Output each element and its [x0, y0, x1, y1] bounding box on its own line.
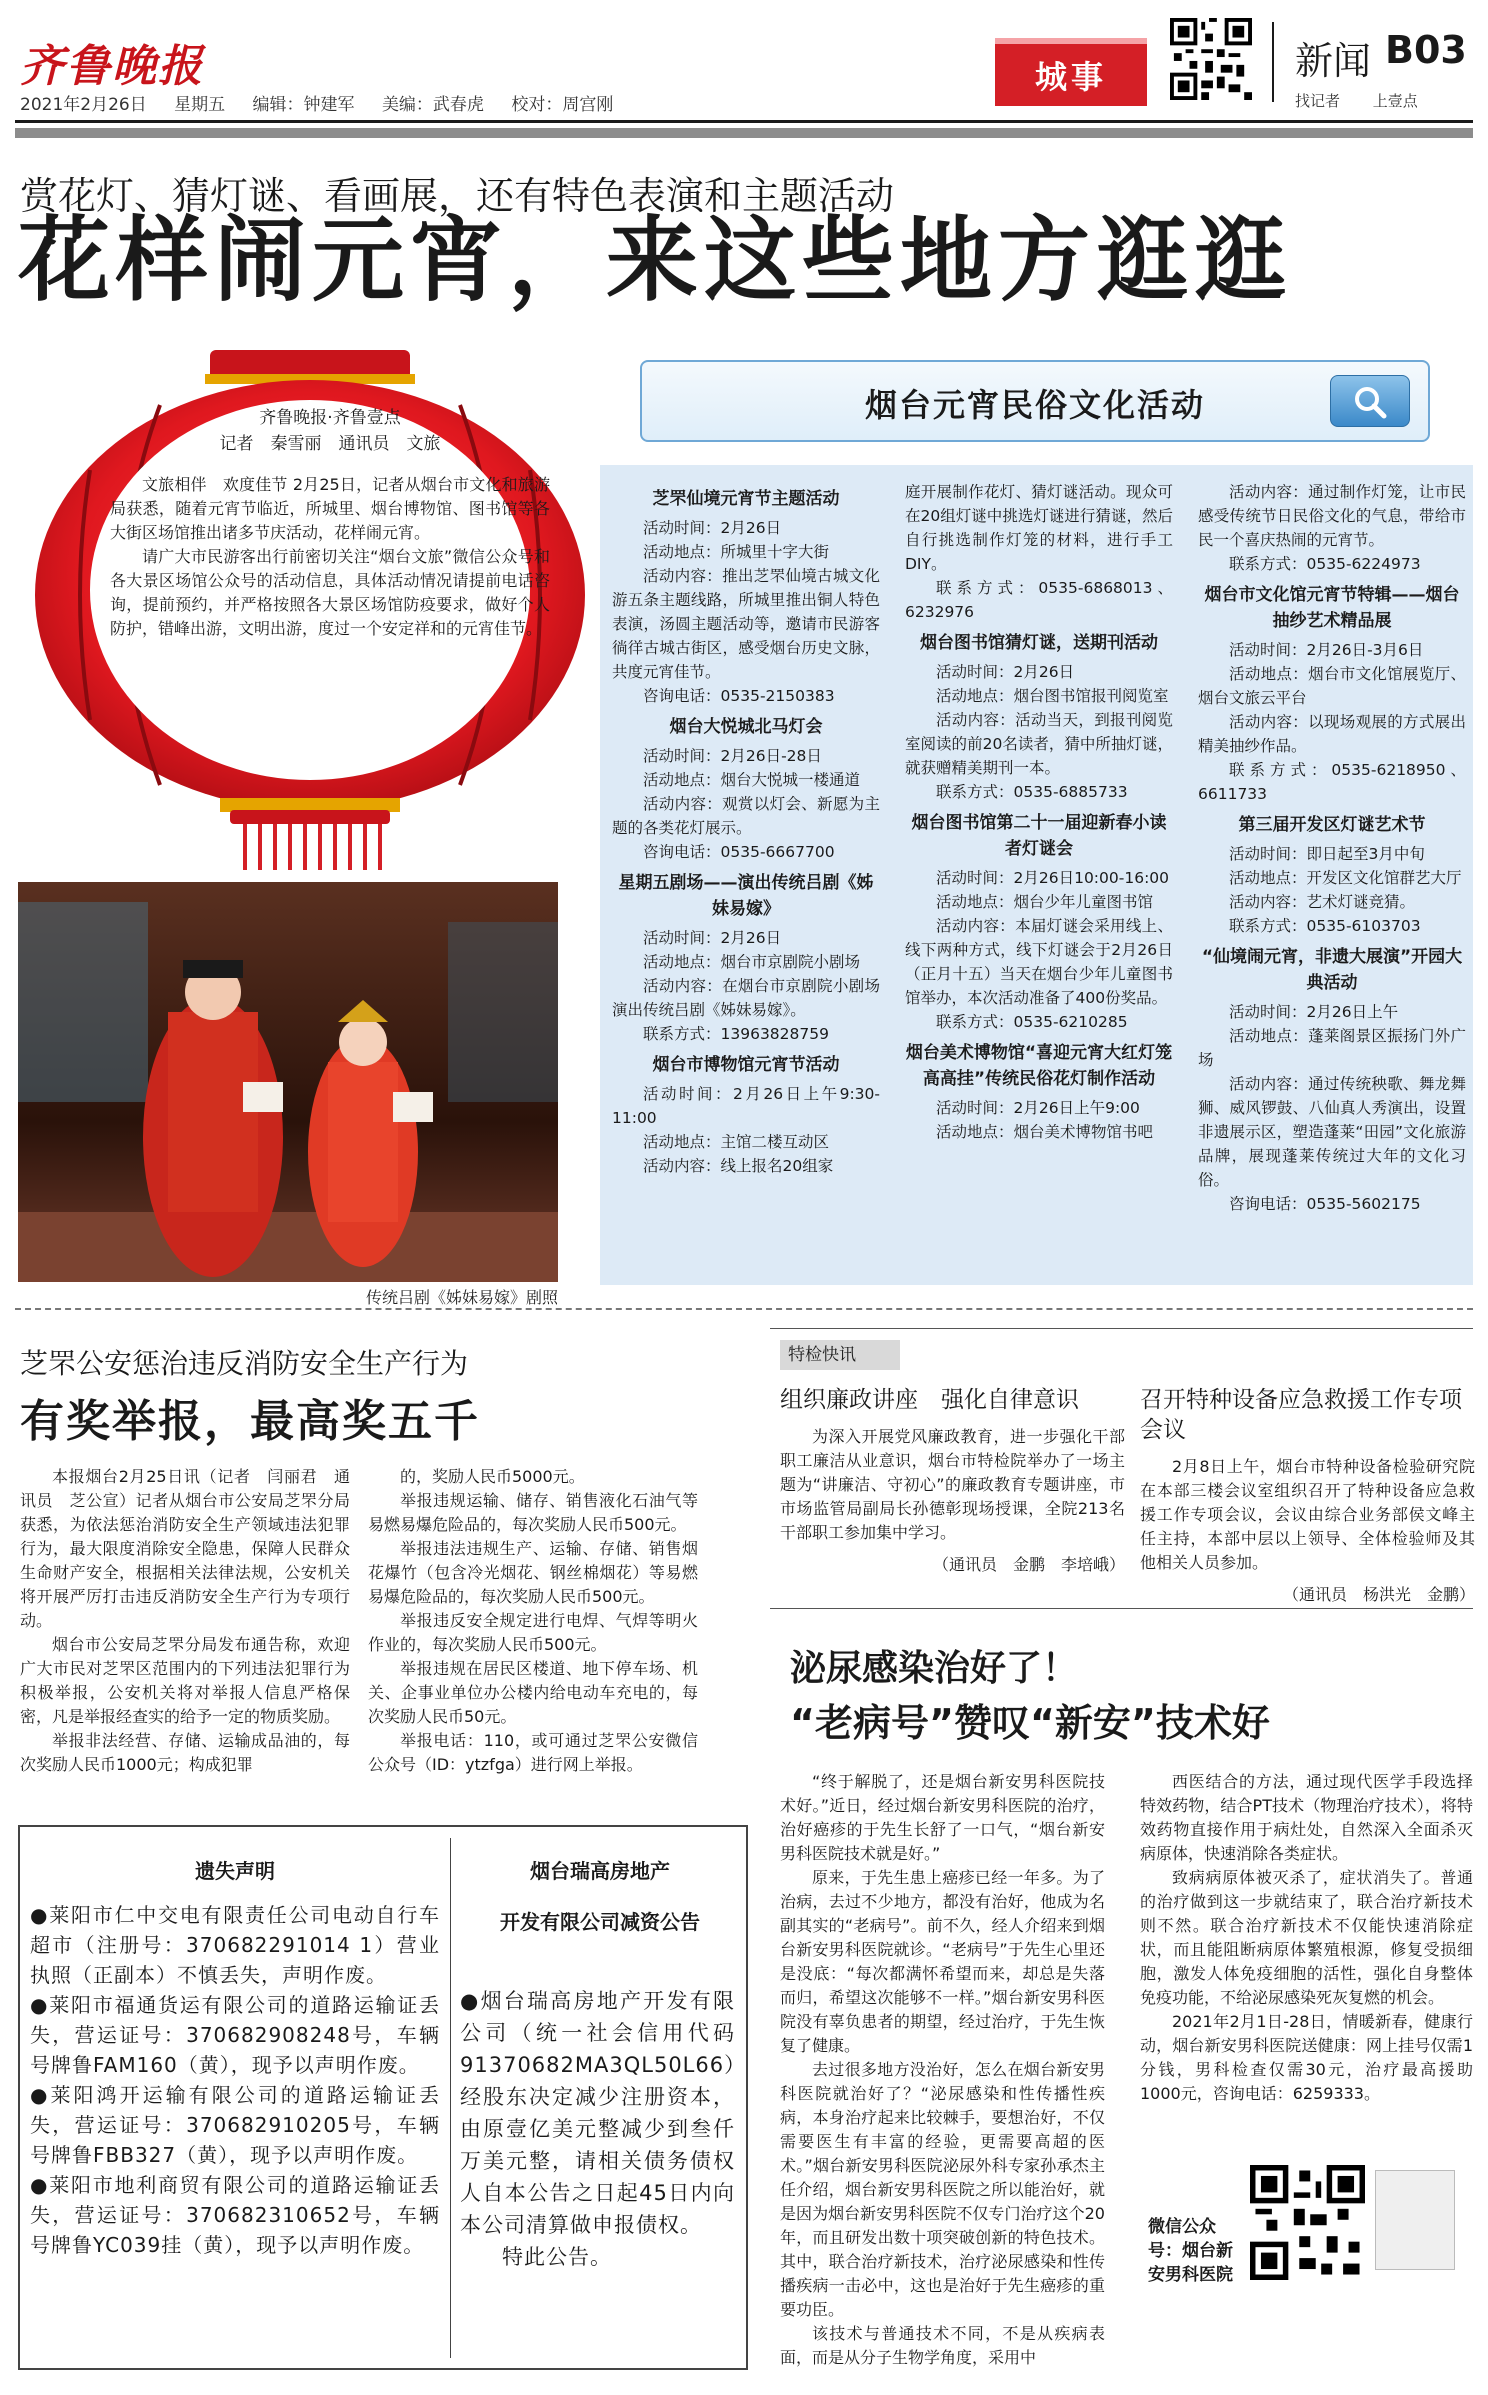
- page-number: B03: [1385, 28, 1467, 72]
- lost-notice-title: 遗失声明: [195, 1859, 275, 1883]
- item-text: 举报电话：110，或可通过芝罘公安微信公众号（ID：ytzfga）进行网上举报。: [368, 1731, 698, 1774]
- uro-paragraph: 该技术与普通技术不同，不是从疾病表面，而是从分子生物学角度，采用中: [780, 2324, 1105, 2367]
- brief-1-text: 为深入开展党风廉政教育，进一步强化干部职工廉洁从业意识，烟台市特检院举办了一场主题为“讲廉洁、守初心”的廉政教育专题讲座，市市场监管局副局长孙德彰现场授课，全院213名干部职工参加集中学习。: [780, 1427, 1125, 1542]
- activities-title: 烟台元宵民俗文化活动: [864, 386, 1205, 424]
- hospital-logo: [1375, 2170, 1455, 2270]
- item-text: 活动时间：2月26日: [643, 519, 782, 537]
- item-text: 致病病原体被灭杀了，症状消失了。普通的治疗做到这一步就结束了，联合治疗新技术则不然。联合治疗新技术不仅能快速消除症状，而且能阻断病原体繁殖根源，修复受损细胞，激发人体免疫细胞的活性，强化自身整体免疫功能，不给泌尿感染死灰复燃的机会。: [1140, 1868, 1473, 2007]
- item-text: 活动内容：活动当天，到报刊阅览室阅读的前20名读者，猜中所抽灯谜，就获赠精美期刊一本。: [905, 711, 1173, 777]
- item-text: 活动地点：蓬莱阁景区振扬门外广场: [1198, 1027, 1466, 1069]
- item-text: 活动时间：2月26日: [936, 663, 1075, 681]
- capital-notice-text: ●烟台瑞高房地产开发有限公司（统一社会信用代码91370682MA3QL50L66）经股东决定减少注册资本，由原壹亿美元整减少到叁仟万美元整，请相关债务债权人自本公告之日起45日内向本公司清算做申报债权。: [460, 1989, 747, 2237]
- item-text: 活动时间：2月26日-3月6日: [1229, 641, 1424, 659]
- item-heading: 烟台市文化馆元宵节特辑——烟台抽纱艺术精品展: [1204, 585, 1460, 631]
- uro-paragraph: “终于解脱了，还是烟台新安男科医院技术好。”近日，经过烟台新安男科医院的治疗，治好癌疹的于先生长舒了一口气，“烟台新安男科医院技术就是好。”: [780, 1772, 1105, 1863]
- lost-item: ●莱阳市仁中交电有限责任公司电动自行车超市（注册号：370682291014 1）营业执照（正副本）不慎丢失，声明作废。: [30, 1903, 440, 1987]
- item-text: 联系方式：0535-6218950、6611733: [1198, 761, 1466, 803]
- lead-body: [110, 405, 550, 641]
- item-heading: 烟台市博物馆元宵节活动: [652, 1055, 840, 1075]
- item-text: 活动内容：通过制作灯笼，让市民感受传统节日民俗文化的气息，带给市民一个喜庆热闹的元宵节。: [1198, 483, 1466, 549]
- item-text: 活动时间：2月26日-28日: [643, 747, 822, 765]
- capital-notice-body: [460, 1985, 747, 2273]
- brief-2-text: 2月8日上午，烟台市特种设备检验研究院在本部三楼会议室组织召开了特种设备应急救援工作专项会议，会议由综合业务部侯文峰主任主持，本部中层以上领导、全体检验师及其他相关人员参加。: [1140, 1457, 1475, 1572]
- item-heading: 星期五剧场——演出传统吕剧《姊妹易嫁》: [618, 873, 874, 919]
- item-heading: 第三届开发区灯谜艺术节: [1238, 815, 1426, 835]
- brief-2-credit: （通讯员 杨洪光 金鹏）: [1282, 1585, 1475, 1604]
- item-text: 咨询电话：0535-5602175: [1229, 1195, 1421, 1213]
- uro-kicker: 泌尿感染治好了！: [790, 1648, 1079, 1689]
- item-heading: 烟台图书馆猜灯谜，送期刊活动: [920, 633, 1158, 653]
- editor: 编辑：钟建军: [252, 95, 355, 115]
- item-text: 活动内容：观赏以灯会、新愿为主题的各类花灯展示。: [612, 795, 880, 837]
- lead-paragraph: 文旅相伴 欢度佳节 2月25日，记者从烟台市文化和旅游局获悉，随着元宵节临近，所城里、烟台博物馆、图书馆等各大街区场馆推出诸多节庆活动，花样闹元宵。: [110, 475, 550, 542]
- item-heading: 烟台美术博物馆“喜迎元宵大红灯笼高高挂”传统民俗花灯制作活动: [905, 1043, 1173, 1089]
- item-text: 活动时间：2月26日10:00-16:00: [936, 869, 1170, 887]
- lead-kicker: 赏花灯、猜灯谜、看画展，还有特色表演和主题活动: [20, 174, 895, 218]
- item-text: 活动内容：线上报名20组家: [643, 1157, 834, 1175]
- item-text: 西医结合的方法，通过现代医学手段选择特效药物，结合PT技术（物理治疗技术），将特效药物直接作用于病灶处，自然深入全面杀灭病原体，快速消除各类症状。: [1140, 1772, 1473, 1863]
- item-text: 举报违反安全规定进行电焊、气焊等明火作业的，每次奖励人民币500元。: [368, 1611, 698, 1654]
- top-rule: [15, 120, 1473, 123]
- lead-byline-authors: 记者 秦雪丽 通讯员 文旅: [219, 434, 441, 454]
- lost-item: ●莱阳市福通货运有限公司的道路运输证丢失，营运证号：370682908248号，车辆号牌鲁FAM160（黄），现予以声明作废。: [30, 1993, 440, 2077]
- search-icon: [1331, 376, 1411, 428]
- uro-headline: “老病号”赞叹“新安”技术好: [790, 1701, 1270, 1745]
- uro-col-2: [1140, 1770, 1473, 2106]
- header-divider: [1272, 22, 1274, 102]
- item-text: 联系方式：0535-6868013、6232976: [905, 579, 1173, 621]
- uro-col-1: [780, 1770, 1105, 2370]
- item-text: 活动地点：开发区文化馆群艺大厅: [1229, 869, 1462, 887]
- capital-notice-title-line2: 开发有限公司减资公告: [500, 1910, 700, 1934]
- lost-item: ●莱阳市地利商贸有限公司的道路运输证丢失，营运证号：370682310652号，车辆号牌鲁YC039挂（黄），现予以声明作废。: [30, 2173, 440, 2257]
- header-sub: [1295, 90, 1446, 111]
- lost-notice-body: [30, 1900, 440, 2260]
- top-rule-thick: [15, 128, 1473, 138]
- item-text: 活动地点：烟台少年儿童图书馆: [936, 893, 1154, 911]
- section-divider: [15, 1308, 1473, 1310]
- item-text: 咨询电话：0535-2150383: [643, 687, 835, 705]
- item-text: 活动内容：在烟台市京剧院小剧场演出传统吕剧《姊妹易嫁》。: [612, 977, 880, 1019]
- item-text: 活动地点：烟台美术博物馆书吧: [936, 1123, 1154, 1141]
- capital-notice-title-line1: 烟台瑞高房地产: [530, 1859, 670, 1883]
- lead-headline: 花样闹元宵，来这些地方逛逛: [18, 207, 1293, 314]
- uro-paragraph: 去过很多地方没治好，怎么在烟台新安男科医院就治好了？“泌尿感染和性传播性疾病，本身治疗起来比较棘手，要想治好，不仅需要医生有丰富的经验，更需要高超的医术。”烟台新安男科医院泌尿外科专家孙承杰主任介绍，烟台新安男科医院之所以能治好，就是因为烟台新安男科医院不仅专门治疗这个20年，而且研发出数十项突破创新的特色技术。其中，联合治疗新技术，治疗泌尿感染和性传播疾病一击必中，这也是治好于先生癌疹的重要功臣。: [780, 2060, 1105, 2319]
- safety-paragraph: 举报非法经营、存储、运输成品油的，每次奖励人民币1000元；构成犯罪: [20, 1731, 350, 1774]
- wechat-label: 微信公众号：烟台新安男科医院: [1148, 2217, 1233, 2285]
- item-text: 活动时间：2月26日: [643, 929, 782, 947]
- item-heading: “仙境闹元宵，非遗大展演”开园大典活动: [1201, 947, 1463, 993]
- brief-2: [1140, 1385, 1475, 1607]
- uro-rule: [770, 1608, 1473, 1609]
- safety-paragraph: 本报烟台2月25日讯（记者 闫丽君 通讯员 芝公宣）记者从烟台市公安局芝罘分局获悉，为依法惩治消防安全生产领域违法犯罪行为，最大限度消除安全隐患，保障人民群众生命财产安全，根据相关法律法规，公安机关将开展严厉打击违反消防安全生产行为专项行动。: [20, 1467, 350, 1630]
- safety-col-1: [20, 1465, 350, 1777]
- item-text: 联系方式：13963828759: [643, 1025, 829, 1043]
- item-text: 活动地点：烟台图书馆报刊阅览室: [936, 687, 1169, 705]
- item-text: 活动内容：艺术灯谜竞猜。: [1229, 893, 1416, 911]
- item-text: 咨询电话：0535-6667700: [643, 843, 835, 861]
- section-tag: 城事: [995, 38, 1147, 106]
- item-text: 庭开展制作花灯、猜灯谜活动。现众可在20组灯谜中挑选灯谜进行猜谜，然后自行挑选制作灯笼的材料，进行手工DIY。: [905, 483, 1173, 573]
- issue-weekday: 星期五: [174, 95, 226, 115]
- search-button: [1330, 375, 1410, 427]
- notice-divider: [450, 1838, 451, 2358]
- safety-kicker: 芝罘公安惩治违反消防安全生产行为: [20, 1347, 469, 1380]
- item-text: 联系方式：0535-6103703: [1229, 917, 1421, 935]
- capital-notice-end: 特此公告。: [502, 2245, 612, 2269]
- item-text: 联系方式：0535-6210285: [936, 1013, 1128, 1031]
- newspaper-logo: 齐鲁晚报: [20, 41, 204, 92]
- brief-1: [780, 1385, 1125, 1577]
- activities-col-1: [612, 480, 880, 1178]
- item-text: 的，奖励人民币5000元。: [400, 1467, 585, 1486]
- item-heading: 芝罘仙境元宵节主题活动: [652, 489, 840, 509]
- item-text: 活动时间：即日起至3月中旬: [1229, 845, 1425, 863]
- item-text: 活动内容：通过传统秧歌、舞龙舞狮、威风锣鼓、八仙真人秀演出，设置非遗展示区，塑造蓬莱“田园”文化旅游品牌，展现蓬莱传统过大年的文化习俗。: [1198, 1075, 1466, 1189]
- qr-code-icon: [1250, 2165, 1365, 2280]
- activities-col-2: [905, 480, 1173, 1144]
- item-text: 活动地点：烟台市京剧院小剧场: [643, 953, 861, 971]
- item-text: 活动内容：以现场观展的方式展出精美抽纱作品。: [1198, 713, 1466, 755]
- issue-date: 2021年2月26日: [20, 95, 147, 115]
- briefs-tag: 特检快讯: [780, 1340, 900, 1370]
- brief-2-title: 召开特种设备应急救援工作专项会议: [1140, 1387, 1462, 1443]
- item-text: 举报违法违规生产、运输、存储、销售烟花爆竹（包含冷光烟花、钢丝棉烟花）等易燃易爆危险品的，每次奖励人民币500元。: [368, 1539, 698, 1606]
- photo-caption: 传统吕剧《姊妹易嫁》剧照: [365, 1288, 558, 1307]
- item-text: 活动时间：2月26日上午: [1229, 1003, 1399, 1021]
- brief-1-title: 组织廉政讲座 强化自律意识: [780, 1387, 1079, 1413]
- item-text: 活动地点：烟台大悦城一楼通道: [643, 771, 861, 789]
- item-text: 活动时间：2月26日上午9:30-11:00: [612, 1085, 880, 1127]
- item-text: 活动内容：推出芝罘仙境古城文化游五条主题线路，所城里推出铜人特色表演，汤圆主题活动等，邀请市民游客徜徉古城古街区，感受烟台历史文脉，共度元宵佳节。: [612, 567, 880, 681]
- item-text: 活动地点：烟台市文化馆展览厅、烟台文旅云平台: [1198, 665, 1466, 707]
- safety-paragraph: 烟台市公安局芝罘分局发布通告称，欢迎广大市民对芝罘区范围内的下列违法犯罪行为积极举报，公安机关将对举报人信息严格保密，凡是举报经查实的给予一定的物质奖励。: [20, 1635, 350, 1726]
- item-heading: 烟台大悦城北马灯会: [669, 717, 823, 737]
- brief-1-credit: （通讯员 金鹏 李培峨）: [932, 1555, 1125, 1574]
- item-text: 活动内容：本届灯谜会采用线上、线下两种方式，线下灯谜会于2月26日（正月十五）当天在烟台少年儿童图书馆举办，本次活动准备了400份奖品。: [905, 917, 1173, 1007]
- capital-notice-title: [460, 1855, 740, 1935]
- briefs-rule: [770, 1328, 1473, 1329]
- item-text: 举报违规运输、储存、销售液化石油气等易燃易爆危险品的，每次奖励人民币500元。: [368, 1491, 698, 1534]
- lead-byline: [110, 405, 550, 457]
- issue-meta: [20, 90, 635, 115]
- app-link[interactable]: 上壹点: [1372, 92, 1418, 110]
- item-heading: 烟台图书馆第二十一届迎新春小读者灯谜会: [911, 813, 1167, 859]
- safety-headline: 有奖举报，最高奖五千: [20, 1396, 480, 1447]
- item-text: 活动地点：所城里十字大街: [643, 543, 830, 561]
- lead-byline-outlet: 齐鲁晚报·齐鲁壹点: [259, 408, 401, 428]
- news-label: 新闻: [1295, 39, 1372, 83]
- proofreader: 校对：周宫刚: [511, 95, 614, 115]
- item-text: 联系方式：0535-6885733: [936, 783, 1128, 801]
- item-text: 举报违规在居民区楼道、地下停车场、机关、企事业单位办公楼内给电动车充电的，每次奖励人民币50元。: [368, 1659, 698, 1726]
- reporter-link[interactable]: 找记者: [1295, 92, 1341, 110]
- lost-item: ●莱阳鸿开运输有限公司的道路运输证丢失，营运证号：370682910205号，车辆号牌鲁FBB327（黄），现予以声明作废。: [30, 2083, 440, 2167]
- qr-code-icon: [1170, 18, 1252, 100]
- uro-paragraph: 原来，于先生患上癌疹已经一年多。为了治病，去过不少地方，都没有治好，他成为名副其实的“老病号”。前不久，经人介绍来到烟台新安男科医院就诊。“老病号”于先生心里还是没底：“每次都满怀希望而来，却总是失落而归，希望这次能够不一样。”烟台新安男科医院没有辜负患者的期望，经过治疗，于先生恢复了健康。: [780, 1868, 1105, 2055]
- item-text: 2021年2月1日-28日，情暖新春，健康行动，烟台新安男科医院送健康：网上挂号仅需1分钱，男科检查仅需30元，治疗最高援助1000元，咨询电话：6259333。: [1140, 2012, 1473, 2103]
- safety-col-2: [368, 1465, 698, 1777]
- lead-paragraph: 请广大市民游客出行前密切关注“烟台文旅”微信公众号和各大景区场馆公众号的活动信息，具体活动情况请提前电话咨询，提前预约，并严格按照各大景区场馆防疫要求，做好个人防护，错峰出游，文明出游，度过一个安定祥和的元宵佳节。: [110, 547, 550, 638]
- item-text: 活动时间：2月26日上午9:00: [936, 1099, 1140, 1117]
- designer: 美编：武春虎: [381, 95, 484, 115]
- opera-photo: [18, 882, 558, 1282]
- activities-col-3: [1198, 480, 1466, 1216]
- item-text: 联系方式：0535-6224973: [1229, 555, 1421, 573]
- item-text: 活动地点：主馆二楼互动区: [643, 1133, 830, 1151]
